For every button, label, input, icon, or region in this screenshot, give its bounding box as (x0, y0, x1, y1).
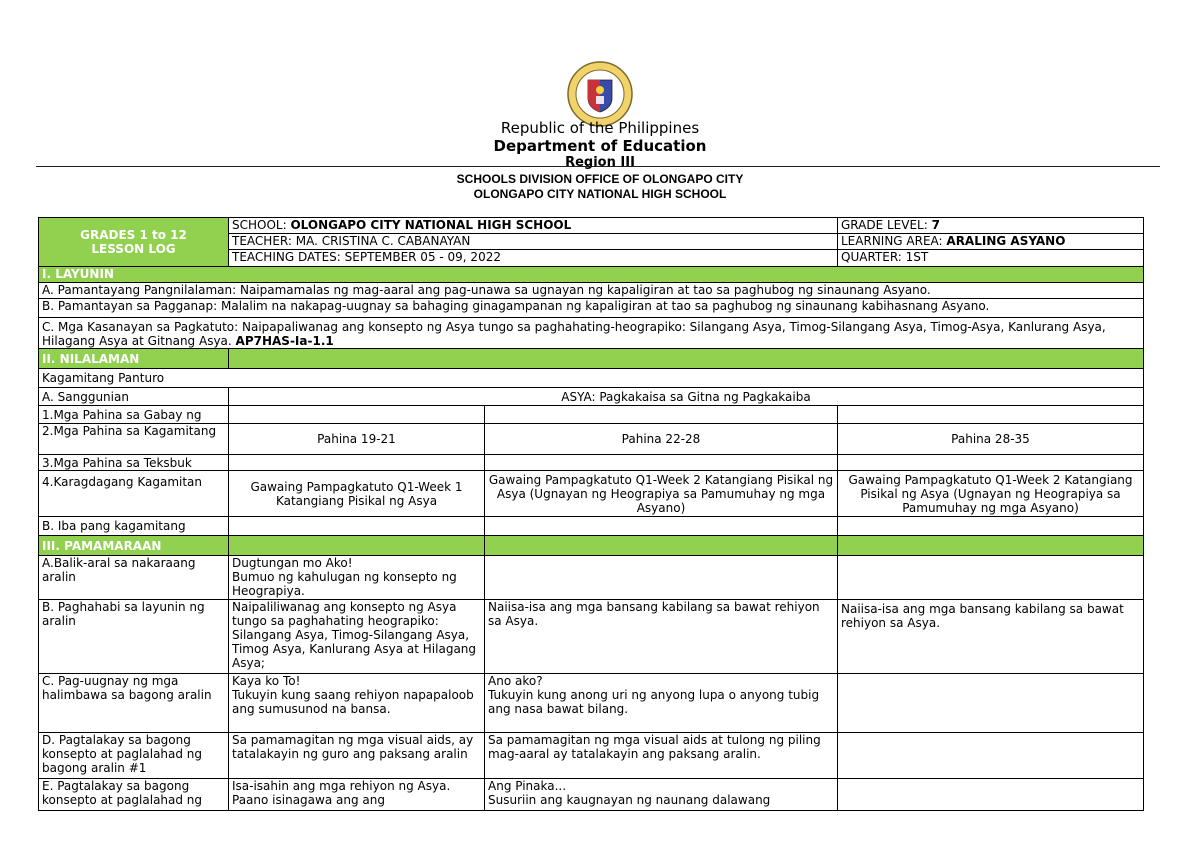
table-row (39, 267, 1144, 283)
learning-area-value: ARALING ASYANO (946, 234, 1066, 248)
table-row (39, 299, 1144, 318)
section-heading-layunin: I. LAYUNIN (39, 267, 1144, 283)
header-department: Department of Education (493, 137, 707, 155)
grade-level-cell (838, 218, 1144, 234)
kagamitang-panturo: Kagamitang Panturo (39, 369, 1144, 388)
table-row (39, 600, 1144, 674)
school-cell (229, 218, 838, 234)
table-row (39, 517, 1144, 536)
grades-lesson-log-cell (39, 218, 229, 267)
pagtalakay-2-c2: Ang Pinaka... Susuriin ang kaugnayan ng naunang dalawang (485, 779, 838, 811)
quarter-cell: QUARTER: 1ST (838, 250, 1144, 267)
balik-aral-label: A.Balik-aral sa nakaraang aralin (39, 556, 229, 600)
pamantayang-pangnilalaman: A. Pamantayang Pangnilalaman: Naipamamalas ng mag-aaral ang pag-unawa sa ugnayan ng kapaligiran at tao sa paghubog ng sinaunang Asyano. (39, 283, 1144, 299)
kagamitang-pages-2: Pahina 22-28 (485, 424, 838, 455)
school-value: OLONGAPO CITY NATIONAL HIGH SCHOOL (290, 218, 572, 232)
table-row (39, 779, 1144, 811)
kagamitang-pages-3: Pahina 28-35 (838, 424, 1144, 455)
header-region: Region III (565, 155, 635, 170)
sanggunian-value: ASYA: Pagkakaisa sa Gitna ng Pagkakaiba (229, 388, 1144, 406)
lesson-log-label: LESSON LOG (91, 242, 176, 256)
paghahabi-1: Naipaliliwanag ang konsepto ng Asya tungo sa paghahating heograpiko: Silangang Asya, Timog-Silangang Asya, Timog Asya, Kanlurang Asya at Hilagang Asya; (229, 600, 485, 674)
lesson-log-table (38, 217, 1144, 811)
mga-kasanayan-sa-pagkatuto (39, 318, 1144, 349)
pag-uugnay-2: Ano ako? Tukuyin kung anong uri ng anyong lupa o anyong tubig ang nasa bawat bilang. (485, 674, 838, 733)
paghahabi-label: B. Paghahabi sa layunin ng aralin (39, 600, 229, 674)
section-heading-nilalaman: II. NILALAMAN (39, 349, 229, 369)
kasanayan-text: C. Mga Kasanayan sa Pagkatuto: Naipapaliwanag ang konsepto ng Asya tungo sa paghahating-heograpiko: Silangang Asya, Timog-Silangang Asya, Timog-Asya, Kanlurang Asya, Hilagang Asya at Gitnang Asya. (42, 320, 1106, 348)
kagamitang-label: 2.Mga Pahina sa Kagamitang (39, 424, 229, 455)
pag-uugnay-1: Kaya ko To! Tukuyin kung saang rehiyon napapaloob ang sumusunod na bansa. (229, 674, 485, 733)
teacher-cell: TEACHER: MA. CRISTINA C. CABANAYAN (229, 234, 838, 250)
pagtalakay-2-c1: Isa-isahin ang mga rehiyon ng Asya. Paano isinagawa ang ang (229, 779, 485, 811)
table-row (39, 406, 1144, 424)
learning-area-label: LEARNING AREA: (841, 234, 947, 248)
balik-aral-1: Dugtungan mo Ako! Bumuo ng kahulugan ng konsepto ng Heograpiya. (229, 556, 485, 600)
table-row (39, 455, 1144, 471)
gabay-label: 1.Mga Pahina sa Gabay ng (39, 406, 229, 424)
iba-pang-kagamitang-label: B. Iba pang kagamitang (39, 517, 229, 536)
header-republic: Republic of the Philippines (500, 119, 700, 137)
table-row (39, 536, 1144, 556)
pamantayan-sa-pagganap: B. Pamantayan sa Pagganap: Malalim na nakapag-uugnay sa bahaging ginagampanan ng kapaligiran at tao sa paghubog ng sinaunang kabihasnang Asyano. (39, 299, 1144, 318)
school-label: SCHOOL: (232, 218, 291, 232)
paghahabi-2: Naiisa-isa ang mga bansang kabilang sa bawat rehiyon sa Asya. (485, 600, 838, 674)
paghahabi-3: Naiisa-isa ang mga bansang kabilang sa bawat rehiyon sa Asya. (838, 600, 1144, 674)
karagdagang-3: Gawaing Pampagkatuto Q1-Week 2 Katangiang Pisikal ng Asya (Ugnayan ng Heograpiya sa Pamumuhay ng mga Asyano) (838, 471, 1144, 517)
table-row (39, 349, 1144, 369)
karagdagang-1: Gawaing Pampagkatuto Q1-Week 1 Katangiang Pisikal ng Asya (229, 471, 485, 517)
table-row (39, 674, 1144, 733)
grade-level-label: GRADE LEVEL: (841, 218, 932, 232)
header-divider (36, 166, 1160, 167)
teaching-dates-cell: TEACHING DATES: SEPTEMBER 05 - 09, 2022 (229, 250, 838, 267)
table-row (39, 318, 1144, 349)
pagtalakay-1-c1: Sa pamamagitan ng mga visual aids, ay tatalakayin ng guro ang paksang aralin (229, 733, 485, 779)
sanggunian-label: A. Sanggunian (39, 388, 229, 406)
table-row (39, 283, 1144, 299)
pagtalakay-2-label: E. Pagtalakay sa bagong konsepto at paglalahad ng (39, 779, 229, 811)
deped-seal-logo (566, 60, 634, 128)
teksbuk-label: 3.Mga Pahina sa Teksbuk (39, 455, 229, 471)
table-row (39, 733, 1144, 779)
table-row (39, 424, 1144, 455)
table-row (39, 369, 1144, 388)
grade-level-value: 7 (931, 218, 940, 232)
header-division-office: SCHOOLS DIVISION OFFICE OF OLONGAPO CITY (456, 172, 744, 186)
table-row (39, 471, 1144, 517)
karagdagang-2: Gawaing Pampagkatuto Q1-Week 2 Katangiang Pisikal ng Asya (Ugnayan ng Heograpiya sa Pamumuhay ng mga Asyano) (485, 471, 838, 517)
learning-area-cell (838, 234, 1144, 250)
karagdagang-label: 4.Karagdagang Kagamitan (39, 471, 229, 517)
pagtalakay-1-c2: Sa pamamagitan ng mga visual aids at tulong ng piling mag-aaral ay tatalakayin ang paksang aralin. (485, 733, 838, 779)
pagtalakay-1-label: D. Pagtalakay sa bagong konsepto at paglalahad ng bagong aralin #1 (39, 733, 229, 779)
table-row (39, 218, 1144, 234)
pag-uugnay-label: C. Pag-uugnay ng mga halimbawa sa bagong aralin (39, 674, 229, 733)
competency-code: AP7HAS-Ia-1.1 (235, 334, 334, 348)
grades-label: GRADES 1 to 12 (80, 228, 187, 242)
header-school-name: OLONGAPO CITY NATIONAL HIGH SCHOOL (473, 187, 727, 201)
section-heading-pamamaraan: III. PAMAMARAAN (39, 536, 229, 556)
kagamitang-pages-1: Pahina 19-21 (229, 424, 485, 455)
table-row (39, 388, 1144, 406)
table-row (39, 556, 1144, 600)
